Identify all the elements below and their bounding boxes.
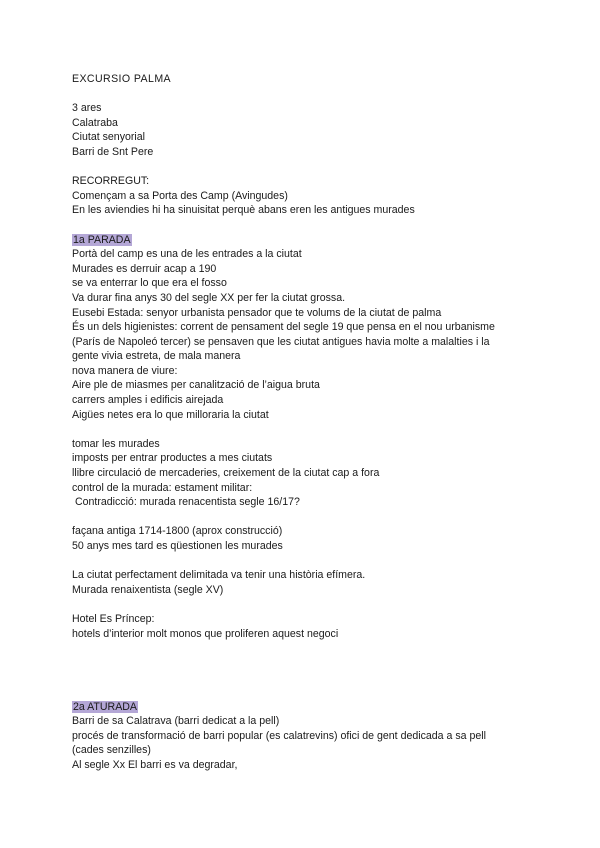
- spacer: [72, 510, 552, 525]
- parada1-line: Eusebi Estada: senyor urbanista pensador que te volums de la ciutat de palma: [72, 306, 442, 319]
- parada1-line: carrers amples i edificis airejada: [72, 394, 224, 407]
- parada1-line: Murada renaixentista (segle XV): [72, 583, 224, 596]
- spacer: [72, 87, 552, 102]
- document-page: [72, 72, 552, 773]
- intro-line: Ciutat senyorial: [72, 131, 146, 144]
- recorregut-line: Començam a sa Porta des Camp (Avingudes): [72, 189, 288, 202]
- parada1-heading-row: [72, 233, 552, 248]
- parada1-line: Aire ple de miasmes per canalització de l’aigua bruta: [72, 379, 320, 392]
- parada1-line: Contradicció: murada renacentista segle 16/17?: [72, 496, 300, 509]
- parada1-line: És un dels higienistes: corrent de pensament del segle 19 que pensa en el nou urbanisme: [72, 321, 495, 334]
- parada1-line: (París de Napoleó tercer) se pensaven que les ciutat antigues havia molte a malalties i la: [72, 335, 490, 348]
- parada2-line: Al segle Xx El barri es va degradar,: [72, 758, 238, 771]
- parada1-line: llibre circulació de mercaderies, creixement de la ciutat cap a fora: [72, 467, 380, 480]
- spacer: [72, 554, 552, 569]
- spacer: [72, 597, 552, 612]
- document-title: EXCURSIO PALMA: [72, 73, 172, 85]
- parada1-line: Va durar fina anys 30 del segle XX per fer la ciutat grossa.: [72, 291, 346, 304]
- parada2-line: procés de transformació de barri popular (es calatrevins) ofici de gent dedicada a sa pell: [72, 729, 486, 742]
- parada2-line: Barri de sa Calatrava (barri dedicat a la pell): [72, 715, 280, 728]
- parada1-line: 50 anys mes tard es qüestionen les murades: [72, 540, 283, 552]
- spacer: [72, 670, 552, 685]
- parada1-line: nova manera de viure:: [72, 364, 178, 377]
- parada1-line: imposts per entrar productes a mes ciutats: [72, 452, 273, 465]
- recorregut-line: En les aviendies hi ha sinuisitat perquè abans eren les antigues murades: [72, 204, 415, 217]
- parada1-line: gente vivia estreta, de mala manera: [72, 350, 241, 363]
- intro-line: Calatraba: [72, 116, 118, 129]
- parada1-line: control de la murada: estament militar:: [72, 481, 253, 494]
- spacer: [72, 641, 552, 656]
- spacer: [72, 422, 552, 437]
- parada1-line: façana antiga 1714-1800 (aprox construcció): [72, 525, 283, 538]
- intro-line: Barri de Snt Pere: [72, 145, 154, 158]
- parada1-line: tomar les murades: [72, 437, 160, 450]
- parada1-line: se va enterrar lo que era el fosso: [72, 277, 227, 290]
- spacer: [72, 218, 552, 233]
- parada1-line: Hotel Es Príncep:: [72, 612, 155, 625]
- spacer: [72, 160, 552, 175]
- parada1-line: Murades es derruir acap a 190: [72, 262, 217, 275]
- parada2-line: (cades senzilles): [72, 744, 151, 757]
- parada2-heading: 2a ATURADA: [73, 700, 137, 713]
- parada1-line: hotels d’interior molt monos que proliferen aquest negoci: [72, 627, 339, 640]
- spacer: [72, 656, 552, 671]
- parada1-heading: 1a PARADA: [73, 233, 131, 246]
- intro-line: 3 ares: [72, 102, 102, 115]
- parada1-line: Aigües netes era lo que milloraria la ciutat: [72, 408, 269, 421]
- recorregut-heading: RECORREGUT:: [72, 175, 150, 188]
- parada1-line: La ciutat perfectament delimitada va tenir una història efímera.: [72, 569, 366, 582]
- parada2-heading-row: [72, 700, 552, 715]
- spacer: [72, 685, 552, 700]
- parada1-line: Portà del camp es una de les entrades a la ciutat: [72, 248, 302, 261]
